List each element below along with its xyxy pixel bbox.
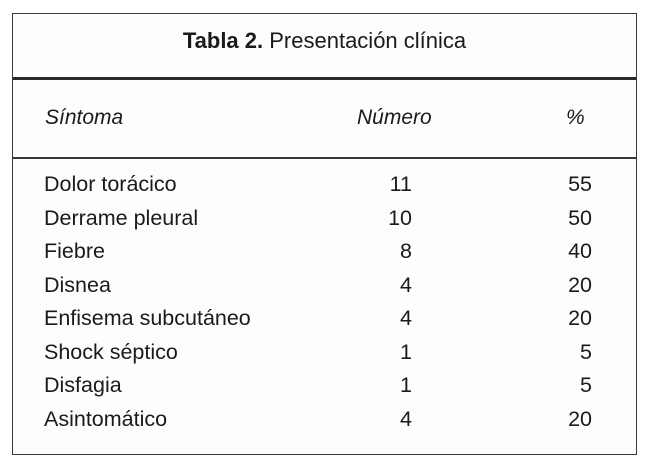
cell-percent: 50 bbox=[568, 205, 592, 230]
table-row bbox=[13, 239, 636, 273]
table-row bbox=[13, 306, 636, 340]
cell-symptom: Shock séptico bbox=[44, 339, 178, 364]
table-row bbox=[13, 340, 636, 374]
cell-number: 4 bbox=[400, 406, 412, 431]
cell-symptom: Disfagia bbox=[44, 373, 122, 397]
cell-percent: 20 bbox=[568, 406, 592, 431]
cell-percent: 20 bbox=[568, 306, 592, 330]
table-row bbox=[13, 407, 636, 441]
column-header-percent: % bbox=[566, 106, 585, 129]
table-row bbox=[13, 273, 636, 307]
cell-number: 1 bbox=[400, 339, 412, 364]
table-title-text: Presentación clínica bbox=[263, 28, 467, 53]
cell-number: 10 bbox=[388, 205, 412, 230]
column-header-symptom: Síntoma bbox=[45, 106, 124, 129]
table-title bbox=[13, 28, 636, 54]
cell-percent: 20 bbox=[568, 272, 592, 297]
cell-percent: 5 bbox=[580, 373, 592, 397]
column-header-number: Número bbox=[357, 106, 432, 129]
cell-symptom: Fiebre bbox=[44, 239, 105, 263]
cell-symptom: Asintomático bbox=[44, 406, 168, 431]
table-frame bbox=[12, 13, 637, 455]
table-body bbox=[13, 172, 636, 440]
cell-number: 1 bbox=[400, 373, 412, 397]
cell-number: 4 bbox=[400, 306, 412, 330]
table-title-label: Tabla 2. bbox=[182, 28, 264, 53]
cell-number: 11 bbox=[389, 172, 412, 196]
header-divider-thick bbox=[13, 77, 636, 80]
cell-percent: 5 bbox=[580, 339, 592, 364]
cell-symptom: Dolor torácico bbox=[44, 172, 177, 196]
cell-symptom: Derrame pleural bbox=[44, 205, 199, 230]
cell-number: 8 bbox=[400, 239, 412, 263]
cell-symptom: Enfisema subcutáneo bbox=[44, 306, 251, 330]
table-row bbox=[13, 373, 636, 407]
table-row bbox=[13, 172, 636, 206]
table-row bbox=[13, 206, 636, 240]
cell-number: 4 bbox=[400, 272, 412, 297]
header-divider-thin bbox=[13, 157, 636, 159]
cell-percent: 40 bbox=[568, 239, 592, 263]
cell-symptom: Disnea bbox=[44, 272, 111, 297]
cell-percent: 55 bbox=[568, 172, 592, 196]
